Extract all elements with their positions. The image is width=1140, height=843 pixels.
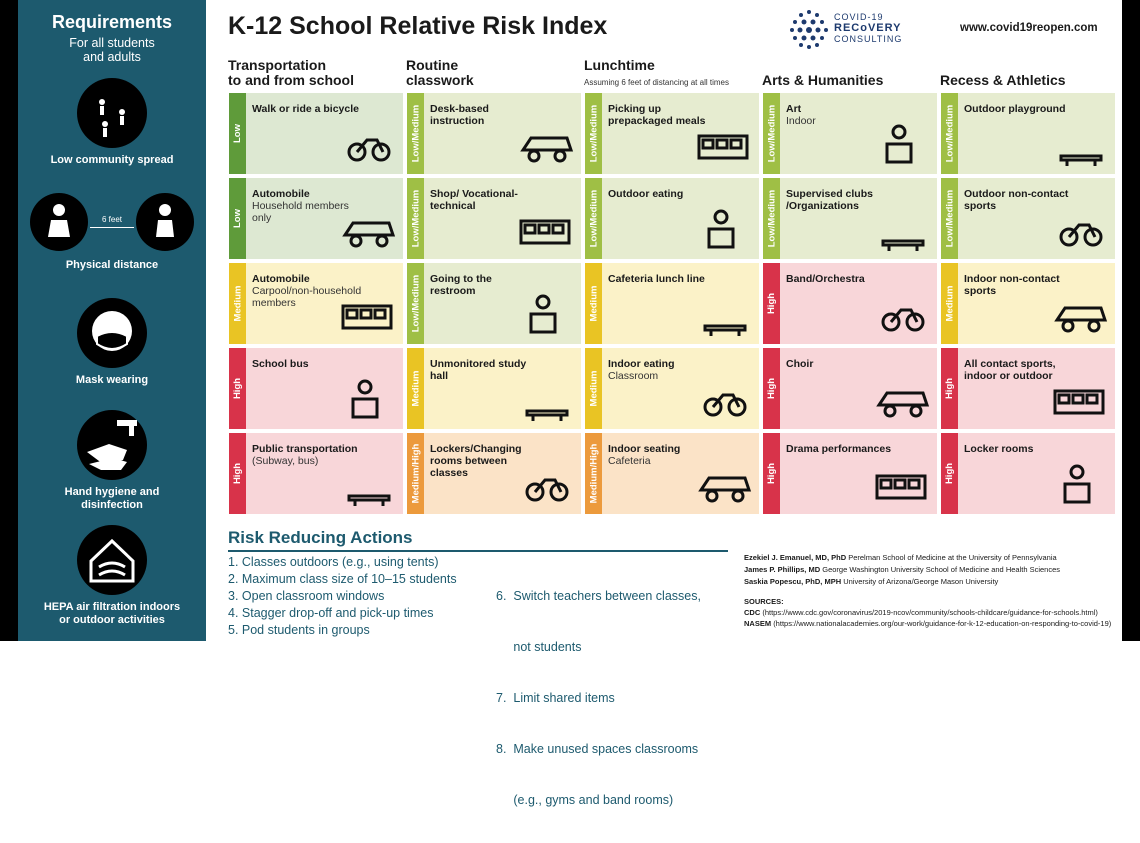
hand-hygiene-line1: Hand hygiene and — [64, 486, 160, 498]
activity-illustration-icon — [873, 122, 931, 168]
risk-cell — [584, 347, 760, 430]
activity-title: Cafeteria lunch line — [608, 273, 705, 285]
requirements-sidebar — [18, 0, 206, 641]
activity-title: Lockers/Changing rooms between classes — [430, 443, 522, 479]
risk-actions-right — [496, 554, 701, 843]
activity-title: Public transportation — [252, 443, 358, 455]
col1-line2: to and from school — [228, 72, 354, 88]
recovery-consulting-logo — [786, 6, 936, 52]
activity-title: Indoor seating — [608, 443, 681, 455]
req-mask — [18, 298, 206, 387]
activity-illustration-icon — [517, 207, 575, 253]
risk-level-text: Low/Medium — [410, 189, 421, 248]
risk-cell — [940, 92, 1116, 175]
req-label-distance: Physical distance — [65, 259, 159, 271]
activity-illustration-icon — [517, 462, 575, 508]
action-item: 7. Limit shared items — [496, 691, 615, 705]
activity-label — [608, 188, 718, 200]
col5-line1: Recess & Athletics — [940, 72, 1066, 88]
risk-cell — [584, 92, 760, 175]
req-hand-hygiene — [18, 410, 206, 512]
activity-label — [786, 443, 896, 455]
sidebar-subtitle — [18, 36, 206, 64]
activity-illustration-icon — [695, 122, 753, 168]
activity-title: Outdoor non-contact sports — [964, 188, 1069, 212]
risk-level-tag — [941, 263, 958, 344]
risk-level-text: High — [944, 462, 956, 485]
risk-cell — [940, 347, 1116, 430]
risk-cell — [762, 347, 938, 430]
risk-cell — [228, 177, 404, 260]
risk-level-text: Medium/High — [410, 443, 422, 504]
activity-label — [786, 273, 896, 285]
activity-illustration-icon — [1051, 462, 1109, 508]
sources-list — [744, 596, 1111, 629]
column-header-routine — [406, 58, 474, 88]
website-link[interactable]: www.covid19reopen.com — [960, 22, 1098, 34]
risk-cell — [940, 177, 1116, 260]
activity-title: Art — [786, 103, 802, 115]
person-right-icon — [136, 193, 194, 251]
risk-level-text: Medium — [410, 370, 422, 407]
author-affiliation: George Washington University School of Medicine and Health Sciences — [822, 565, 1061, 574]
activity-illustration-icon — [873, 377, 931, 423]
action-item: 1. Classes outdoors (e.g., using tents) — [228, 555, 439, 569]
activity-illustration-icon — [873, 462, 931, 508]
right-border — [1122, 0, 1140, 641]
risk-level-tag — [941, 178, 958, 259]
activity-title: Picking up prepackaged meals — [608, 103, 706, 127]
activity-illustration-icon — [695, 207, 753, 253]
risk-level-tag — [763, 178, 780, 259]
activity-label — [608, 273, 718, 285]
req-label-hand-hygiene — [18, 486, 206, 512]
activity-subtitle: Household members only — [252, 200, 349, 224]
author-affiliation: University of Arizona/George Mason University — [843, 577, 999, 586]
activity-title: Indoor eating — [608, 358, 675, 370]
activity-illustration-icon — [517, 377, 575, 423]
risk-level-text: High — [766, 377, 778, 400]
risk-level-tag — [229, 263, 246, 344]
risk-level-text: Low/Medium — [944, 189, 955, 248]
risk-level-tag — [941, 433, 958, 514]
risk-level-tag — [407, 433, 424, 514]
risk-level-tag — [229, 433, 246, 514]
risk-level-text: Low/Medium — [410, 274, 421, 333]
risk-level-tag — [763, 93, 780, 174]
action-item: not students — [496, 640, 582, 654]
risk-index-panel — [206, 0, 1122, 807]
risk-cell — [406, 92, 582, 175]
house-airflow-icon — [77, 525, 147, 595]
risk-cell — [406, 262, 582, 345]
activity-title: Outdoor eating — [608, 188, 684, 200]
activity-illustration-icon — [339, 462, 397, 508]
risk-level-text: Low/Medium — [588, 104, 599, 163]
risk-level-tag — [585, 178, 602, 259]
activity-illustration-icon — [339, 122, 397, 168]
activity-illustration-icon — [1051, 122, 1109, 168]
distance-arrow-icon — [90, 227, 134, 228]
activity-title: Automobile — [252, 273, 310, 285]
risk-level-tag — [941, 93, 958, 174]
risk-level-text: High — [232, 377, 244, 400]
activity-label — [786, 358, 896, 370]
activity-title: Automobile — [252, 188, 310, 200]
activity-title: Outdoor playground — [964, 103, 1066, 115]
risk-level-tag — [763, 348, 780, 429]
risk-level-text: Low/Medium — [944, 104, 955, 163]
activity-subtitle: Classroom — [608, 370, 659, 382]
activity-title: All contact sports, indoor or outdoor — [964, 358, 1056, 382]
req-hepa — [18, 525, 206, 627]
activity-subtitle: Indoor — [786, 115, 816, 127]
risk-level-text: Medium — [588, 285, 600, 322]
risk-level-tag — [763, 263, 780, 344]
activity-illustration-icon — [695, 292, 753, 338]
req-label-mask: Mask wearing — [75, 374, 149, 386]
req-label-hepa — [18, 601, 206, 627]
activity-title: Supervised clubs /Organizations — [786, 188, 873, 212]
action-item: 6. Switch teachers between classes, — [496, 589, 701, 603]
action-item: 8. Make unused spaces classrooms — [496, 742, 699, 756]
col1-line1: Transportation — [228, 57, 327, 73]
risk-cell — [940, 262, 1116, 345]
risk-level-text: High — [766, 292, 778, 315]
activity-title: Choir — [786, 358, 814, 370]
risk-level-text: Low/Medium — [588, 189, 599, 248]
action-item: 2. Maximum class size of 10–15 students — [228, 572, 457, 586]
author-name: Saskia Popescu, PhD, MPH — [744, 577, 842, 586]
risk-cell — [762, 92, 938, 175]
logo-line1: COVID-19 — [834, 12, 884, 22]
risk-cell — [762, 262, 938, 345]
activity-label — [964, 443, 1074, 455]
hand-washing-icon — [77, 410, 147, 480]
col4-line1: Arts & Humanities — [762, 72, 884, 88]
hand-hygiene-line2: disinfection — [81, 499, 143, 511]
risk-level-text: Medium — [944, 285, 956, 322]
col2-line1: Routine — [406, 57, 459, 73]
source-url[interactable]: (https://www.nationalacademies.org/our-work/guidance-for-k-12-education-on-responding-to-covid-19) — [773, 619, 1112, 628]
risk-level-text: Low/Medium — [766, 104, 777, 163]
activity-illustration-icon — [1051, 292, 1109, 338]
risk-level-text: High — [232, 462, 244, 485]
risk-cell — [228, 432, 404, 515]
risk-cell — [228, 347, 404, 430]
risk-level-tag — [407, 348, 424, 429]
source-row — [744, 607, 1111, 618]
risk-cell — [762, 432, 938, 515]
activity-title: Walk or ride a bicycle — [252, 103, 359, 115]
risk-actions-title: Risk Reducing Actions — [228, 528, 413, 547]
author-affiliation: Perelman School of Medicine at the University of Pennsylvania — [848, 553, 1057, 562]
hepa-line1: HEPA air filtration indoors — [43, 601, 181, 613]
req-low-spread — [18, 78, 206, 167]
source-row — [744, 618, 1111, 629]
activity-illustration-icon — [695, 377, 753, 423]
risk-cell — [406, 347, 582, 430]
activity-title: Going to the restroom — [430, 273, 492, 297]
left-border — [0, 0, 18, 641]
risk-cell — [228, 262, 404, 345]
activity-illustration-icon — [339, 207, 397, 253]
risk-level-text: Medium/High — [588, 443, 600, 504]
activity-illustration-icon — [1051, 207, 1109, 253]
risk-level-tag — [407, 178, 424, 259]
distance-label: 6 feet — [101, 215, 122, 224]
risk-level-tag — [763, 433, 780, 514]
risk-level-tag — [585, 348, 602, 429]
risk-cell — [584, 177, 760, 260]
req-physical-distance — [18, 193, 206, 272]
author-name: Ezekiel J. Emanuel, MD, PhD — [744, 553, 847, 562]
column-header-transportation — [228, 58, 354, 88]
source-name: CDC — [744, 608, 761, 617]
risk-level-text: Low/Medium — [766, 189, 777, 248]
activity-title: Desk-based instruction — [430, 103, 489, 127]
activity-label — [252, 103, 362, 115]
sidebar-subtitle-line1: For all students — [69, 36, 155, 50]
risk-level-text: Low — [232, 124, 243, 143]
action-item: (e.g., gyms and band rooms) — [496, 793, 674, 807]
activity-title: School bus — [252, 358, 309, 370]
risk-level-tag — [229, 348, 246, 429]
activity-illustration-icon — [339, 292, 397, 338]
risk-level-tag — [941, 348, 958, 429]
activity-title: Locker rooms — [964, 443, 1034, 455]
activity-label — [252, 358, 362, 370]
source-url[interactable]: (https://www.cdc.gov/coronavirus/2019-ncov/community/schools-childcare/guidance-for-schools.html) — [762, 608, 1098, 617]
activity-illustration-icon — [517, 292, 575, 338]
col3-note: Assuming 6 feet of distancing at all times — [584, 78, 729, 87]
risk-level-tag — [585, 433, 602, 514]
risk-cell — [228, 92, 404, 175]
hepa-line2: or outdoor activities — [59, 614, 165, 626]
risk-level-tag — [229, 178, 246, 259]
source-name: NASEM — [744, 619, 772, 628]
activity-subtitle: Cafeteria — [608, 455, 651, 467]
risk-cell — [406, 432, 582, 515]
risk-level-text: Medium — [588, 370, 600, 407]
column-header-lunchtime — [584, 58, 729, 90]
activity-title: Indoor non-contact sports — [964, 273, 1060, 297]
page-title: K-12 School Relative Risk Index — [228, 12, 608, 40]
risk-level-tag — [585, 93, 602, 174]
risk-level-tag — [407, 93, 424, 174]
col3-line1: Lunchtime — [584, 57, 655, 73]
activity-illustration-icon — [695, 462, 753, 508]
action-item: 3. Open classroom windows — [228, 589, 385, 603]
risk-level-tag — [585, 263, 602, 344]
logo-line3: CONSULTING — [834, 34, 903, 44]
risk-level-text: Low — [232, 209, 243, 228]
logo-text — [834, 12, 902, 45]
risk-cell — [940, 432, 1116, 515]
author-row — [744, 552, 1060, 564]
people-spread-icon — [77, 78, 147, 148]
logo-line2: RECoVERY — [834, 22, 902, 34]
risk-actions-divider — [228, 550, 728, 552]
activity-illustration-icon — [873, 207, 931, 253]
activity-title: Shop/ Vocational-technical — [430, 188, 518, 212]
column-header-recess — [940, 73, 1066, 88]
authors-list — [744, 552, 1060, 588]
author-row — [744, 576, 1060, 588]
col2-line2: classwork — [406, 72, 474, 88]
risk-cell — [584, 262, 760, 345]
dots-globe-icon — [786, 6, 832, 52]
risk-level-text: High — [944, 377, 956, 400]
risk-level-text: Low/Medium — [410, 104, 421, 163]
risk-cell — [406, 177, 582, 260]
risk-level-text: High — [766, 462, 778, 485]
activity-illustration-icon — [873, 292, 931, 338]
action-item: 4. Stagger drop-off and pick-up times — [228, 606, 434, 620]
sidebar-title: Requirements — [51, 12, 173, 32]
column-header-arts — [762, 73, 883, 88]
person-left-icon — [30, 193, 88, 251]
activity-title: Drama performances — [786, 443, 892, 455]
risk-level-text: Medium — [232, 285, 244, 322]
risk-level-tag — [229, 93, 246, 174]
risk-level-tag — [407, 263, 424, 344]
risk-actions-left — [228, 554, 457, 639]
activity-illustration-icon — [1051, 377, 1109, 423]
req-label-low-spread: Low community spread — [50, 154, 174, 166]
activity-title: Band/Orchestra — [786, 273, 865, 285]
risk-cell — [762, 177, 938, 260]
mask-face-icon — [77, 298, 147, 368]
activity-illustration-icon — [339, 377, 397, 423]
activity-subtitle: (Subway, bus) — [252, 455, 319, 467]
activity-illustration-icon — [517, 122, 575, 168]
activity-title: Unmonitored study hall — [430, 358, 527, 382]
activity-subtitle: Carpool/non-household members — [252, 285, 362, 309]
sidebar-subtitle-line2: and adults — [83, 50, 141, 64]
sources-heading: SOURCES: — [744, 597, 784, 606]
author-name: James P. Phillips, MD — [744, 565, 821, 574]
author-row — [744, 564, 1060, 576]
action-item: 5. Pod students in groups — [228, 623, 370, 637]
activity-label — [964, 103, 1074, 115]
risk-cell — [584, 432, 760, 515]
